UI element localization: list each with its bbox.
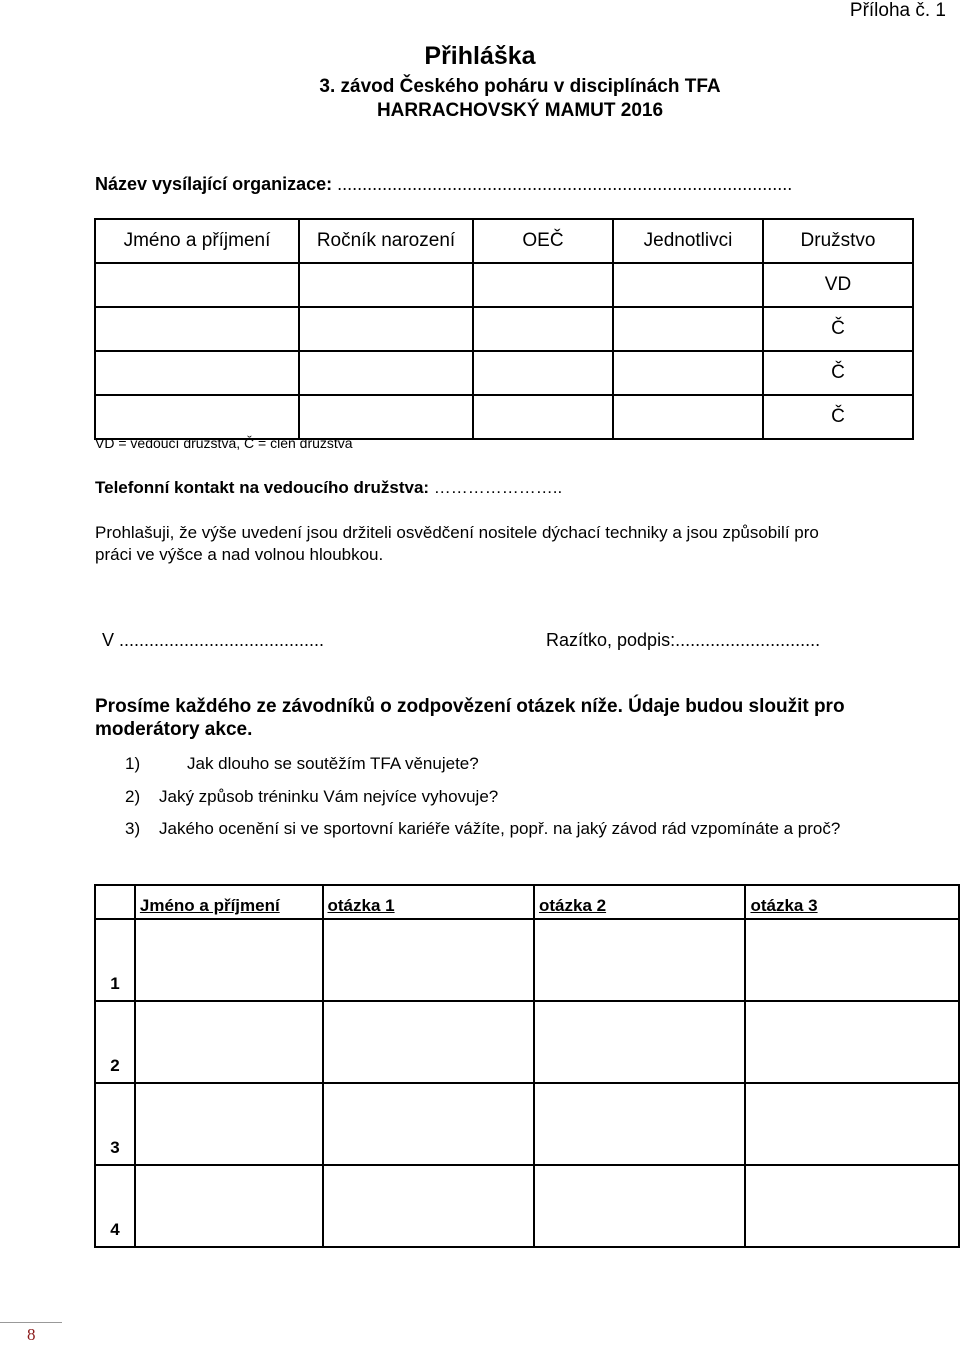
name-cell[interactable]: [95, 263, 299, 307]
header-oec: OEČ: [473, 219, 613, 263]
organization-dots: ...........................................................................................: [337, 174, 793, 194]
answer-3-cell[interactable]: [745, 1001, 959, 1083]
declaration-line-1: Prohlašuji, že výše uvedení jsou držiteli osvědčení nositele dýchací techniky a jsou způsobilí pro: [95, 523, 819, 542]
individuals-cell[interactable]: [613, 307, 763, 351]
table-row: [95, 307, 913, 351]
name-cell[interactable]: [95, 351, 299, 395]
phone-field[interactable]: [95, 478, 562, 498]
header-question-2: otázka 2: [534, 885, 745, 919]
header-name: Jméno a příjmení: [95, 219, 299, 263]
individuals-cell[interactable]: [613, 395, 763, 439]
team-role-cell: VD: [763, 263, 913, 307]
oec-cell[interactable]: [473, 395, 613, 439]
table-row: [95, 1083, 959, 1165]
stamp-signature-field[interactable]: Razítko, podpis:.............................: [546, 630, 821, 650]
name-cell[interactable]: [135, 1165, 323, 1247]
name-cell[interactable]: [95, 395, 299, 439]
answer-3-cell[interactable]: [745, 1165, 959, 1247]
request-line-2: moderátory akce.: [95, 719, 253, 740]
questionnaire-header-row: [95, 885, 959, 919]
answer-2-cell[interactable]: [534, 1165, 745, 1247]
answer-3-cell[interactable]: [745, 919, 959, 1001]
answer-2-cell[interactable]: [534, 919, 745, 1001]
table-row: [95, 919, 959, 1001]
name-cell[interactable]: [135, 919, 323, 1001]
header-question-3: otázka 3: [745, 885, 959, 919]
birth-year-cell[interactable]: [299, 351, 473, 395]
individuals-cell[interactable]: [613, 263, 763, 307]
answer-1-cell[interactable]: [323, 919, 534, 1001]
header-question-1: otázka 1: [323, 885, 534, 919]
table-row: [95, 395, 913, 439]
question-item: [125, 819, 840, 839]
name-cell[interactable]: [135, 1001, 323, 1083]
answer-3-cell[interactable]: [745, 1083, 959, 1165]
birth-year-cell[interactable]: [299, 263, 473, 307]
footer-rule: [0, 1322, 62, 1323]
name-cell[interactable]: [135, 1083, 323, 1165]
question-item: [125, 787, 498, 807]
question-number: 3): [125, 819, 141, 838]
place-field[interactable]: V .........................................: [102, 630, 325, 650]
question-item: [125, 754, 479, 774]
role-legend: VD = vedoucí družstva, Č = člen družstva: [95, 435, 353, 451]
table-row: [95, 351, 913, 395]
team-role-cell: Č: [763, 307, 913, 351]
row-number: 2: [95, 1001, 135, 1083]
organization-label: Název vysílající organizace:: [95, 174, 333, 194]
header-individuals: Jednotlivci: [613, 219, 763, 263]
request-line-1: Prosíme každého ze závodníků o zodpovězení otázek níže. Údaje budou sloužit pro: [95, 696, 845, 717]
oec-cell[interactable]: [473, 263, 613, 307]
oec-cell[interactable]: [473, 351, 613, 395]
declaration-line-2: práci ve výšce a nad volnou hloubkou.: [95, 545, 384, 564]
row-number: 1: [95, 919, 135, 1001]
question-number: 1): [125, 754, 141, 773]
header-name: Jméno a příjmení: [135, 885, 323, 919]
row-number: 4: [95, 1165, 135, 1247]
question-text: Jak dlouho se soutěžím TFA věnujete?: [187, 754, 479, 773]
table-row: [95, 263, 913, 307]
header-birth-year: Ročník narození: [299, 219, 473, 263]
questionnaire-table: [94, 884, 960, 1248]
birth-year-cell[interactable]: [299, 307, 473, 351]
question-text: Jaký způsob tréninku Vám nejvíce vyhovuje?: [159, 787, 499, 806]
page-title: Přihláška: [424, 42, 536, 70]
page-number: 8: [27, 1325, 36, 1344]
birth-year-cell[interactable]: [299, 395, 473, 439]
registration-table: [94, 218, 914, 440]
event-name: HARRACHOVSKÝ MAMUT 2016: [376, 100, 664, 121]
question-text: Jakého ocenění si ve sportovní kariéře vážíte, popř. na jaký závod rád vzpomínáte a proč?: [159, 819, 841, 838]
answer-2-cell[interactable]: [534, 1083, 745, 1165]
answer-2-cell[interactable]: [534, 1001, 745, 1083]
phone-label: Telefonní kontakt na vedoucího družstva:: [95, 478, 434, 497]
header-team: Družstvo: [763, 219, 913, 263]
team-role-cell: Č: [763, 351, 913, 395]
registration-header-row: [95, 219, 913, 263]
answer-1-cell[interactable]: [323, 1001, 534, 1083]
table-row: [95, 1165, 959, 1247]
oec-cell[interactable]: [473, 307, 613, 351]
team-role-cell: Č: [763, 395, 913, 439]
answer-1-cell[interactable]: [323, 1083, 534, 1165]
row-number: 3: [95, 1083, 135, 1165]
individuals-cell[interactable]: [613, 351, 763, 395]
phone-dots: …………………..: [433, 478, 563, 497]
question-number: 2): [125, 787, 141, 806]
organization-field[interactable]: [95, 174, 792, 195]
table-row: [95, 1001, 959, 1083]
appendix-label: Příloha č. 1: [849, 0, 946, 21]
name-cell[interactable]: [95, 307, 299, 351]
event-subtitle: 3. závod Českého poháru v disciplínách TFA: [319, 76, 721, 97]
answer-1-cell[interactable]: [323, 1165, 534, 1247]
